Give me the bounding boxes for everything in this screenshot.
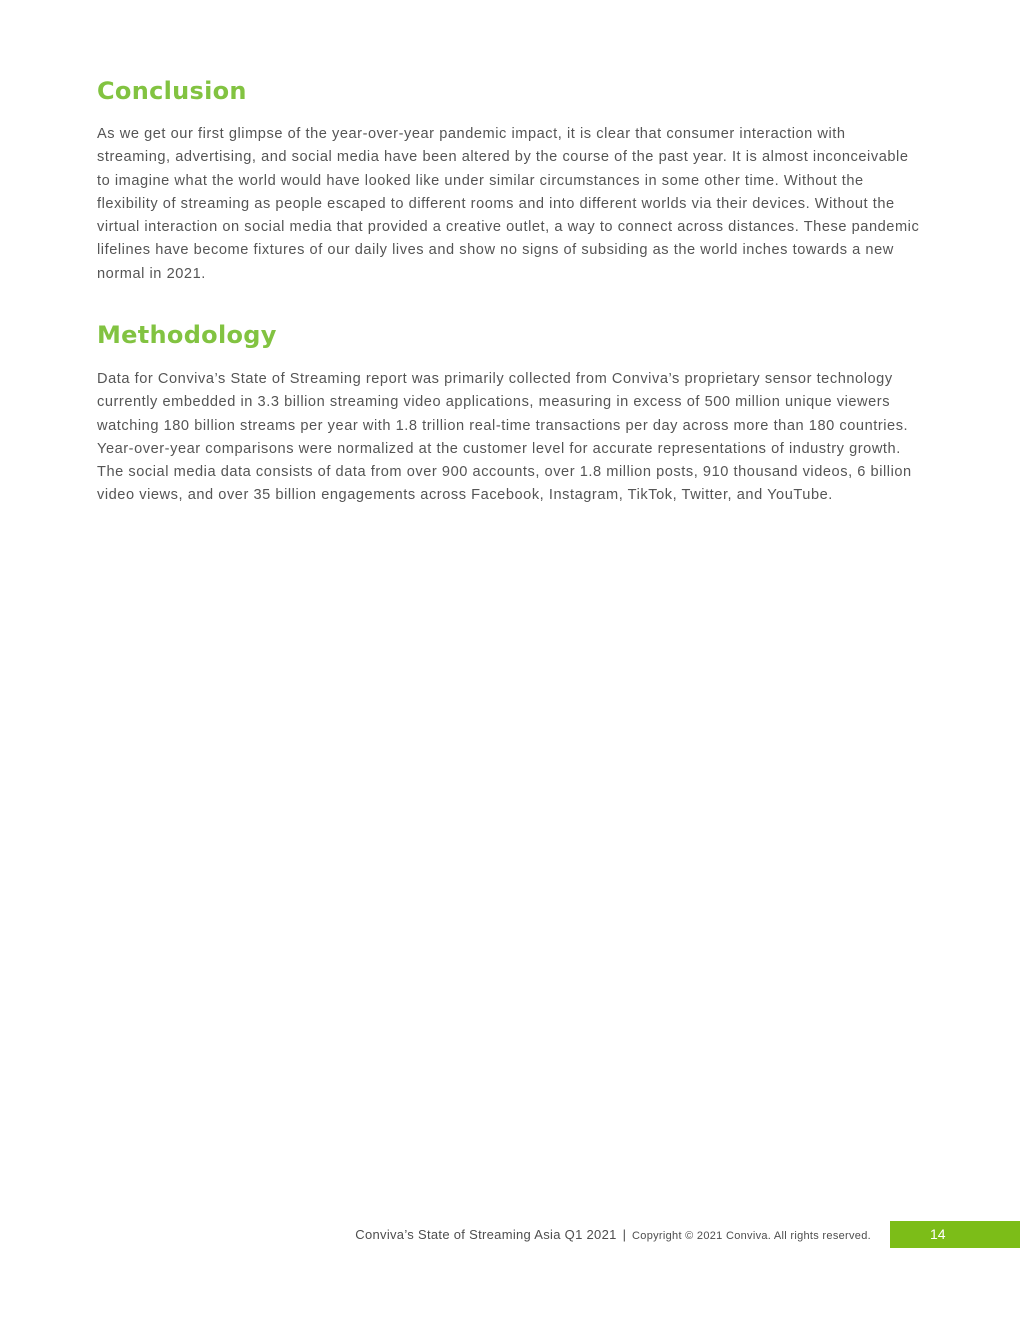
footer-report-title: Conviva’s State of Streaming Asia Q1 2021 [355,1227,617,1242]
conclusion-heading: Conclusion [97,77,247,105]
footer-text [355,1221,871,1248]
methodology-paragraph: Data for Conviva’s State of Streaming report was primarily collected from Conviva’s proprietary sensor technology currently embedded in 3.3 billion streaming video applications, measuring in excess of 500 million unique viewers watching 180 billion streams per year with 1.8 trillion real-time transactions per day across more than 180 countries. Year-over-year comparisons were normalized at the customer level for accurate representations of industry growth. The social media data consists of data from over 900 accounts, over 1.8 million posts, 910 thousand videos, 6 billion video views, and over 35 billion engagements across Facebook, Instagram, TikTok, Twitter, and YouTube. [97,371,912,504]
conclusion-paragraph: As we get our first glimpse of the year-over-year pandemic impact, it is clear that consumer interaction with streaming, advertising, and social media have been altered by the course of the past year. It is almost inconceivable to imagine what the world would have looked like under similar circumstances in some other time. Without the flexibility of streaming as people escaped to different rooms and into different worlds via their devices. Without the virtual interaction on social media that provided a creative outlet, a way to connect across distances. These pandemic lifelines have become fixtures of our daily lives and show no signs of subsiding as the world inches towards a new normal in 2021. [97,126,920,282]
page-number-badge: 14 [890,1221,1020,1248]
footer-copyright: Copyright © 2021 Conviva. All rights reserved. [632,1230,871,1242]
footer-separator: | [622,1227,627,1242]
methodology-heading: Methodology [97,321,277,349]
page-footer [0,1221,1020,1248]
